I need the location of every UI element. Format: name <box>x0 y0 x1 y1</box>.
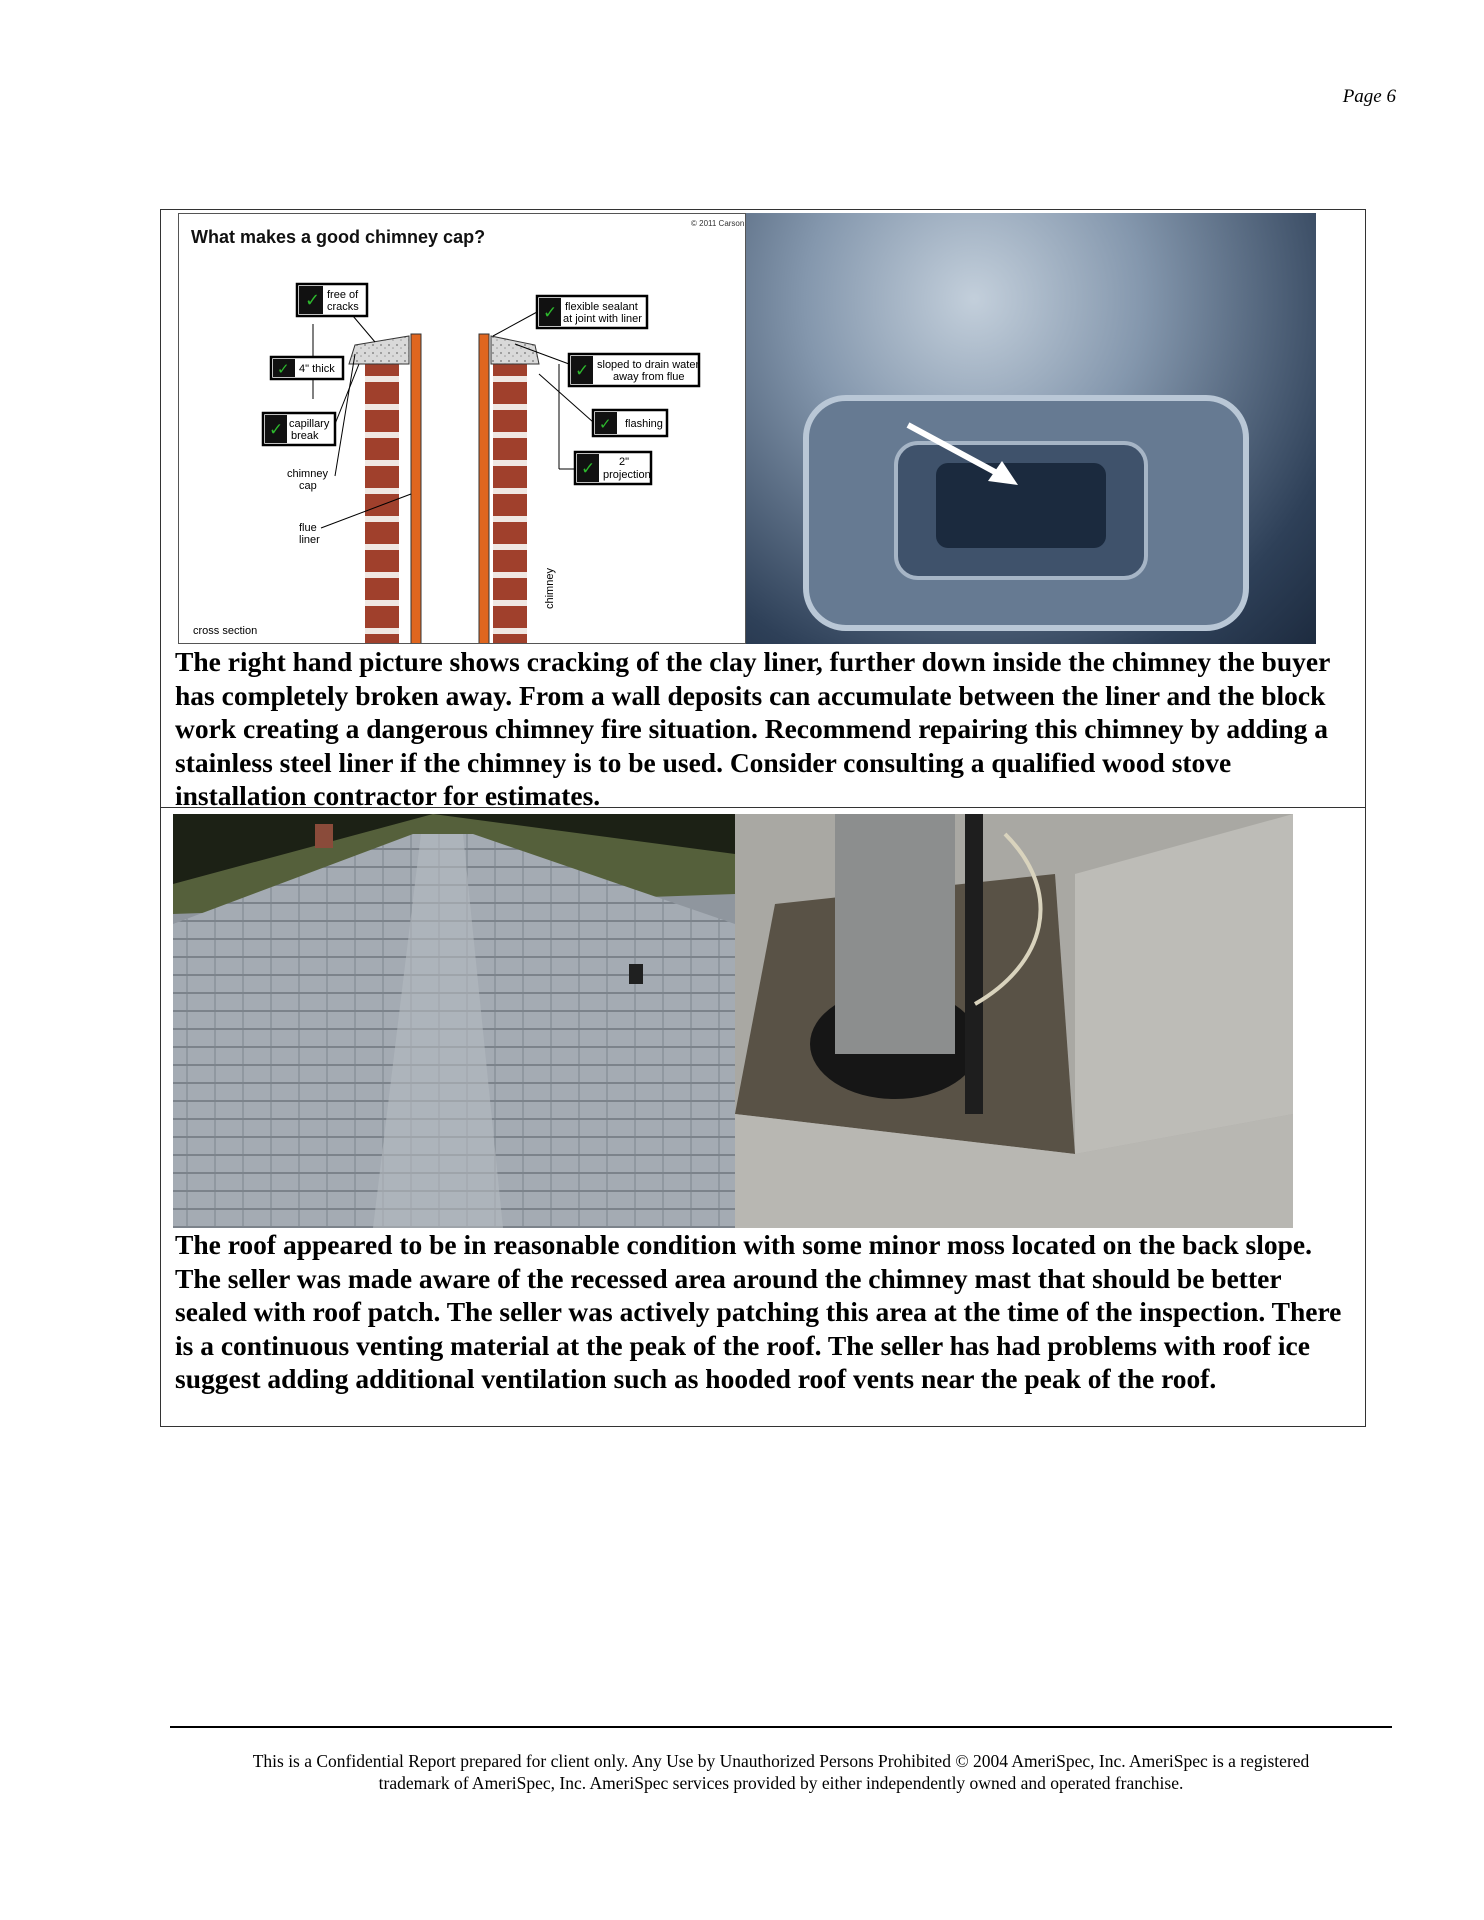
svg-text:✓: ✓ <box>543 303 558 322</box>
diagram-title: What makes a good chimney cap? <box>191 227 486 247</box>
svg-text:break: break <box>291 430 319 442</box>
row-divider <box>161 807 1365 808</box>
chimney-top <box>315 824 333 848</box>
label-chimney: chimney <box>544 568 556 609</box>
roof-vent-pipe <box>629 964 643 984</box>
svg-text:cracks: cracks <box>327 301 359 313</box>
footer-rule <box>170 1726 1392 1728</box>
svg-text:away from flue: away from flue <box>613 371 685 383</box>
chimney-mast-photo <box>735 814 1293 1228</box>
flue-liner-left <box>411 334 421 644</box>
page-number: Page 6 <box>1342 86 1396 107</box>
label-chimney-cap-1: chimney <box>287 468 328 480</box>
label-chimney-cap-2: cap <box>299 480 317 492</box>
svg-text:✓: ✓ <box>581 459 596 478</box>
svg-text:sloped to drain water: sloped to drain water <box>597 359 700 371</box>
label-cross-section: cross section <box>193 625 258 637</box>
chimney-cap-left <box>349 336 409 364</box>
svg-text:flexible sealant: flexible sealant <box>565 301 638 313</box>
svg-text:✓: ✓ <box>269 420 284 439</box>
footer <box>170 1750 1392 1794</box>
label-flexible-sealant <box>493 296 647 336</box>
svg-text:projection: projection <box>603 469 651 481</box>
label-free-of-cracks <box>297 284 375 342</box>
report-box <box>160 209 1366 1427</box>
svg-text:capillary: capillary <box>289 418 330 430</box>
footer-line-1: This is a Confidential Report prepared for client only. Any Use by Unauthorized Persons Prohibited © 2004 AmeriSpec, Inc. AmeriSpec is a registered <box>252 1751 1310 1771</box>
brick-stack-right <box>493 364 527 644</box>
roof-photo <box>173 814 735 1228</box>
svg-text:free of: free of <box>327 289 359 301</box>
cable-conduit <box>965 814 983 1114</box>
svg-text:2": 2" <box>619 456 630 468</box>
brick-stack-left <box>365 364 399 644</box>
diagram-copyright: © 2011 Carson <box>691 219 745 228</box>
svg-text:✓: ✓ <box>575 361 590 380</box>
label-sloped-to-drain <box>515 344 699 386</box>
chimney-cap-diagram <box>178 213 746 644</box>
roof-caption: The roof appeared to be in reasonable condition with some minor moss located on the back slope. The seller was made aware of the recessed area around the chimney mast that should be better sealed with roof patch. The seller was actively patching this area at the time of the inspection. There is a continuous venting material at the peak of the roof. The seller has had problems with roof ice suggest adding additional ventilation such as hooded roof vents near the peak of the roof. <box>175 1229 1342 1394</box>
svg-text:4" thick: 4" thick <box>299 363 335 375</box>
flue-liner-right <box>479 334 489 644</box>
svg-text:at joint with liner: at joint with liner <box>563 313 642 325</box>
footer-line-2: trademark of AmeriSpec, Inc. AmeriSpec services provided by either independently owned and operated franchise. <box>378 1773 1184 1793</box>
svg-text:✓: ✓ <box>277 361 290 378</box>
flue-depth <box>936 463 1106 548</box>
flue-liner-photo <box>746 213 1316 644</box>
chimney-mast-pipe <box>835 814 955 1054</box>
svg-text:✓: ✓ <box>599 416 612 433</box>
chimney-caption: The right hand picture shows cracking of the clay liner, further down inside the chimney the buyer has completely broken away. From a wall deposits can accumulate between the liner and the block work creating a dangerous chimney fire situation. Recommend repairing this chimney by adding a stainless steel liner if the chimney is to be used. Consider consulting a qualified wood stove installation contractor for estimates. <box>175 646 1330 811</box>
svg-text:✓: ✓ <box>305 290 321 310</box>
svg-text:flashing: flashing <box>625 418 663 430</box>
label-4-thick <box>271 324 343 399</box>
label-flue-2: liner <box>299 534 320 546</box>
label-flue-1: flue <box>299 522 317 534</box>
